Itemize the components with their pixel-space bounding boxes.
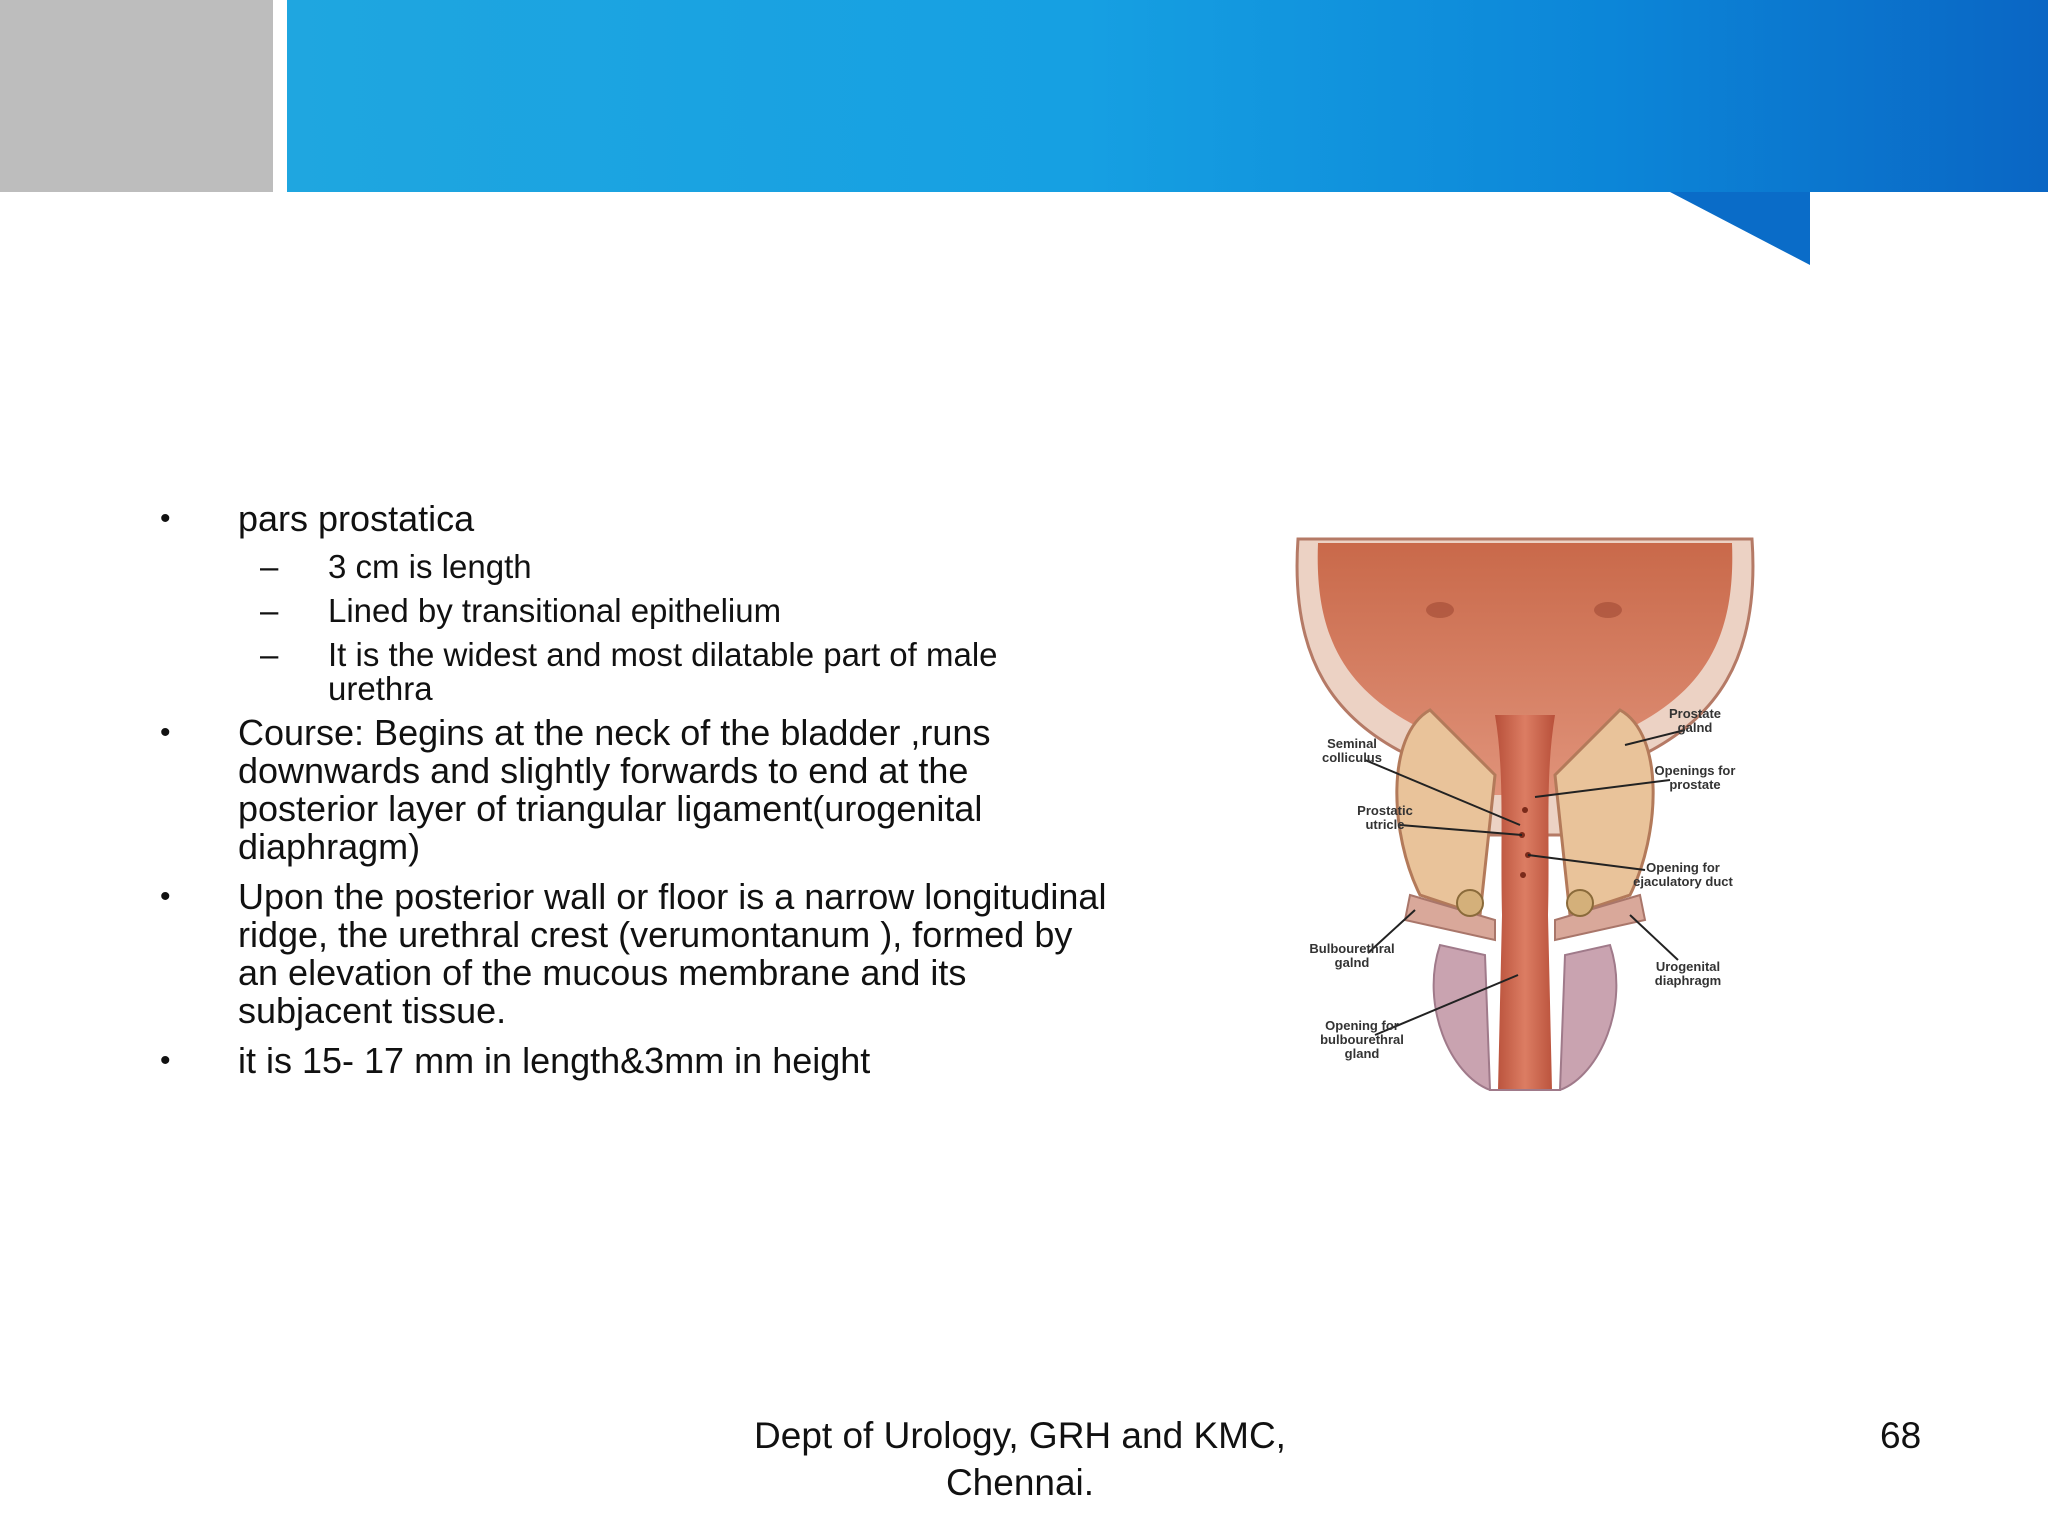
bullet-dot: • (160, 880, 171, 913)
footer-line-2: Chennai. (945, 1462, 1095, 1503)
bullet-dot: • (160, 502, 171, 535)
label-prostatic-utricle: Prostatic utricle (1357, 803, 1413, 832)
label-seminal-colliculus: Seminal colliculus (1322, 736, 1382, 765)
bullet-crest-size: • it is 15- 17 mm in length&3mm in height (160, 1040, 871, 1081)
bullet-pars-prostatica: • pars prostatica (160, 498, 475, 539)
footer-department (640, 1412, 1400, 1506)
dash-mark: – (260, 636, 279, 673)
bullet-course: • Course: Begins at the neck of the bladder ,runs downwards and slightly forwards to end at the posterior layer of triangular ligament(urogenital diaphragm) (160, 712, 991, 867)
label-opening-bulbourethral: Opening for bulbourethral gland (1320, 1018, 1404, 1061)
bulbourethral-gland-left (1457, 890, 1483, 916)
bullet-urethral-crest: • Upon the posterior wall or floor is a narrow longitudinal ridge, the urethral crest (verumontanum ), formed by an elevation of the mucous membrane and its subjacent tissue. (160, 876, 1107, 1031)
bullet-dot: • (160, 1044, 171, 1077)
page-number: 68 (1880, 1415, 1922, 1456)
sub-bullet-epithelium: – Lined by transitional epithelium (260, 592, 782, 629)
footer-line-1: Dept of Urology, GRH and KMC, (754, 1415, 1286, 1456)
slide-content (150, 500, 1110, 1092)
sub-bullet-length: – 3 cm is length (260, 548, 532, 585)
label-opening-ejaculatory: Opening for ejaculatory duct (1633, 860, 1733, 889)
dash-mark: – (260, 548, 279, 585)
label-urogenital-diaphragm: Urogenital diaphragm (1654, 959, 1722, 988)
sub-bullet-widest: – It is the widest and most dilatable part of male urethra (260, 636, 998, 707)
urethra (1495, 715, 1555, 1090)
bulbourethral-gland-right (1567, 890, 1593, 916)
label-openings-prostate: Openings for prostate (1654, 763, 1736, 792)
dash-mark: – (260, 592, 279, 629)
label-bulbourethral-gland: Bulbourethral galnd (1309, 941, 1395, 970)
label-prostate-gland: Prostate galnd (1668, 706, 1722, 735)
bullet-dot: • (160, 716, 171, 749)
header-banner-tab (0, 0, 2048, 270)
prostatic-urethra-figure (1290, 535, 1760, 1100)
